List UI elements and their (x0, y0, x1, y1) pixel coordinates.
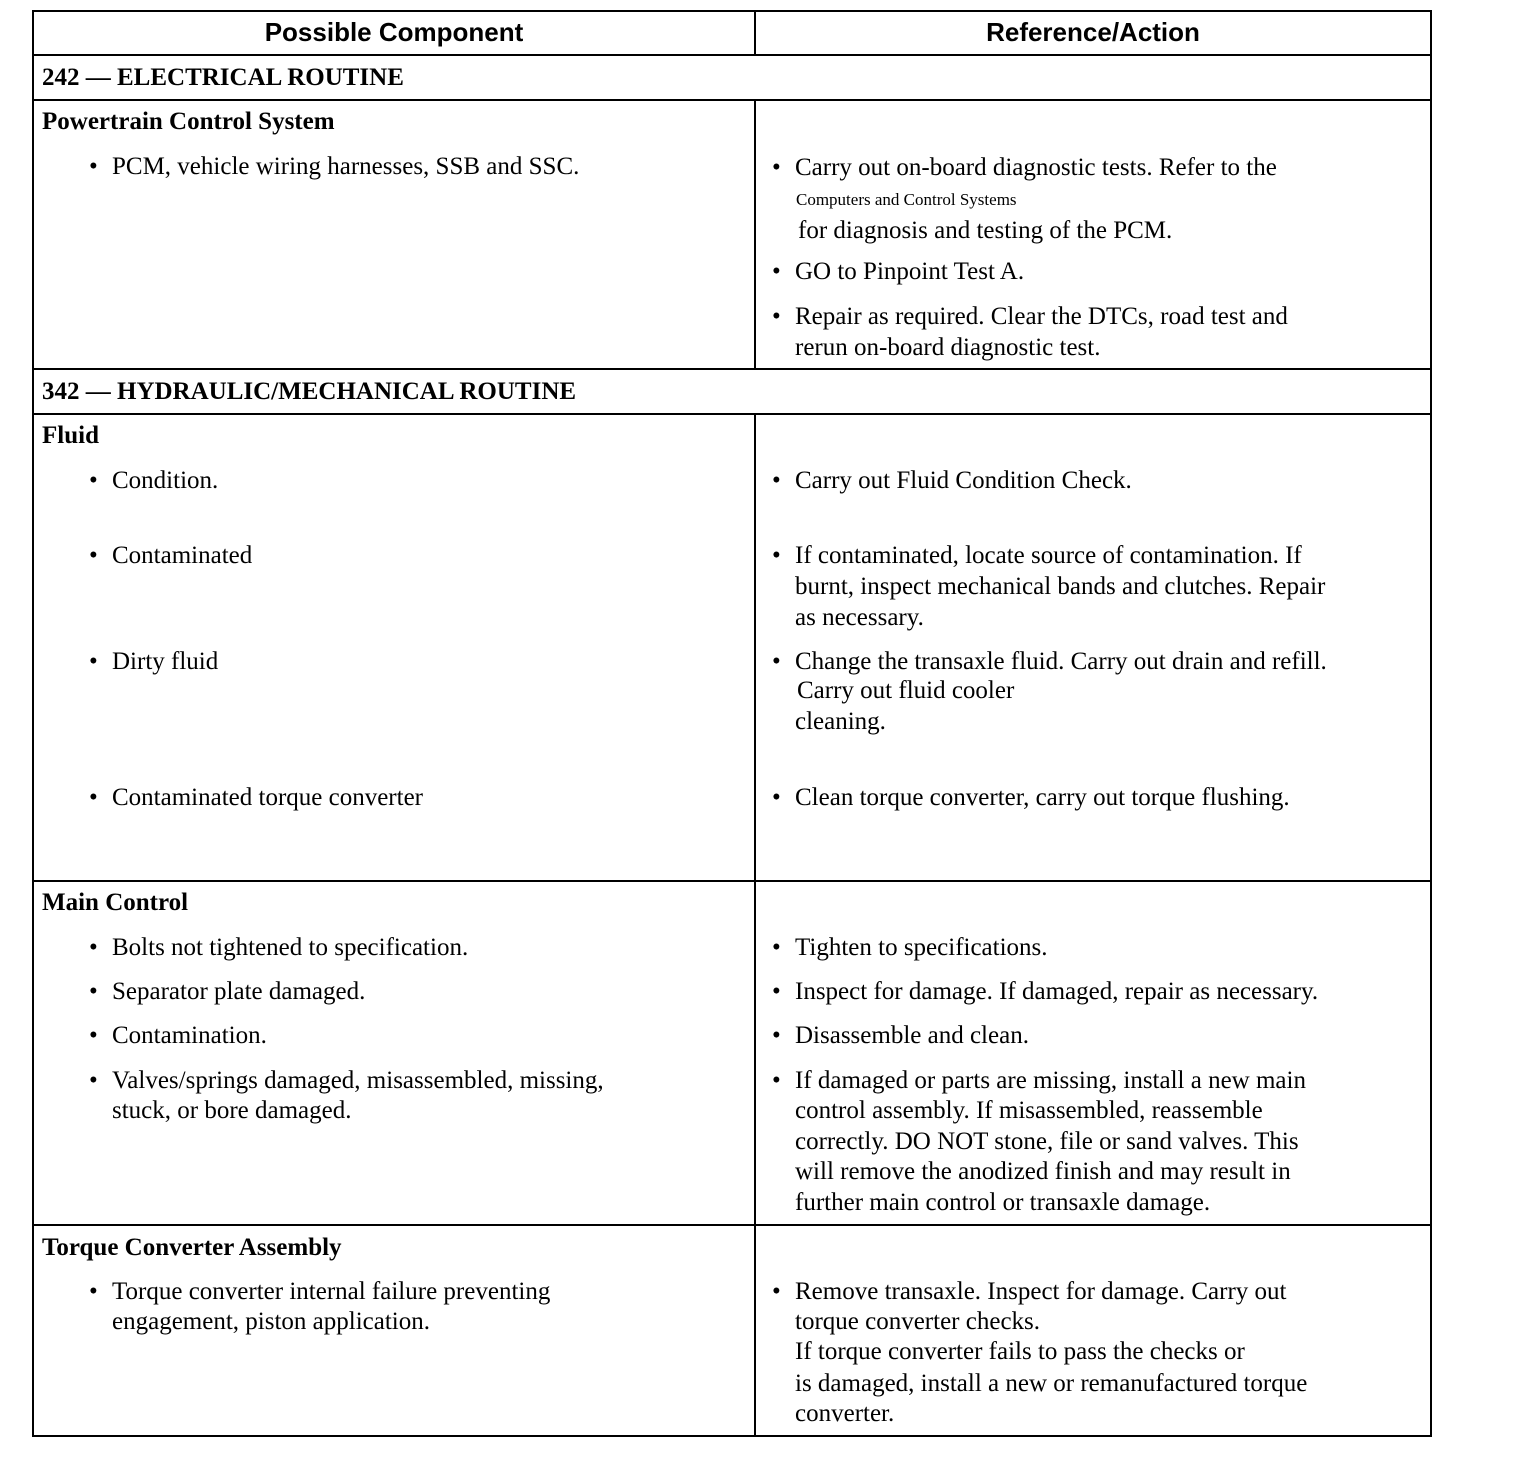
component-item: Torque converter internal failure preventing (112, 1278, 551, 1305)
bullet: • (772, 542, 781, 569)
bullet: • (89, 153, 98, 180)
action-line: Carry out on-board diagnostic tests. Refer to the (795, 154, 1277, 181)
action-line: as necessary. (795, 604, 924, 631)
action-line: burnt, inspect mechanical bands and clutches. Repair (795, 573, 1326, 600)
action-line: will remove the anodized finish and may result in (795, 1158, 1291, 1185)
action-line: further main control or transaxle damage. (795, 1189, 1211, 1216)
bullet: • (89, 467, 98, 494)
action-line: control assembly. If misassembled, reassemble (795, 1097, 1263, 1124)
row-divider (32, 880, 1432, 882)
action-line: torque converter checks. (795, 1308, 1041, 1335)
bullet: • (772, 467, 781, 494)
table-border-right (1430, 10, 1432, 1437)
bullet: • (772, 1278, 781, 1305)
row-divider (32, 99, 1432, 101)
group-title: Fluid (42, 422, 99, 449)
table-border-left (32, 10, 34, 1437)
bullet: • (772, 784, 781, 811)
component-item: stuck, or bore damaged. (112, 1097, 352, 1124)
action-line: Clean torque converter, carry out torque flushing. (795, 784, 1290, 811)
action-line: is damaged, install a new or remanufactured torque (795, 1370, 1308, 1397)
bullet: • (772, 303, 781, 330)
group-title: Torque Converter Assembly (42, 1234, 342, 1261)
action-line: rerun on-board diagnostic test. (795, 334, 1101, 361)
action-line: for diagnosis and testing of the PCM. (798, 217, 1173, 244)
row-divider (32, 1224, 1432, 1226)
action-line: Inspect for damage. If damaged, repair as necessary. (795, 978, 1319, 1005)
action-line: Tighten to specifications. (795, 934, 1048, 961)
action-line: GO to Pinpoint Test A. (795, 258, 1025, 285)
bullet: • (89, 784, 98, 811)
troubleshooting-table (32, 10, 1432, 1437)
component-item: Contamination. (112, 1022, 267, 1049)
action-line: If contaminated, locate source of contamination. If (795, 542, 1302, 569)
bullet: • (89, 1278, 98, 1305)
component-item: Separator plate damaged. (112, 978, 366, 1005)
action-line: Disassemble and clean. (795, 1022, 1029, 1049)
group-title: Powertrain Control System (42, 108, 335, 135)
bullet: • (89, 1067, 98, 1094)
component-item: PCM, vehicle wiring harnesses, SSB and SSC. (112, 153, 580, 180)
component-item: Contaminated torque converter (112, 784, 423, 811)
group-title: Main Control (42, 889, 189, 916)
manual-reference: Computers and Control Systems (796, 190, 1017, 209)
action-line: If torque converter fails to pass the checks or (795, 1338, 1245, 1365)
bullet: • (89, 542, 98, 569)
bullet: • (89, 934, 98, 961)
column-header-action: Reference/Action (986, 17, 1200, 47)
bullet: • (89, 1022, 98, 1049)
component-item: Bolts not tightened to specification. (112, 934, 469, 961)
action-line: Change the transaxle fluid. Carry out drain and refill. (795, 648, 1327, 675)
action-line: Carry out fluid cooler (797, 677, 1015, 704)
component-item: Valves/springs damaged, misassembled, missing, (112, 1067, 604, 1094)
bullet: • (772, 648, 781, 675)
column-divider (754, 413, 756, 1437)
component-item: Contaminated (112, 542, 253, 569)
column-divider (754, 99, 756, 370)
action-line: Remove transaxle. Inspect for damage. Carry out (795, 1278, 1287, 1305)
action-line: Carry out Fluid Condition Check. (795, 467, 1132, 494)
bullet: • (89, 648, 98, 675)
column-header-component: Possible Component (264, 17, 524, 47)
component-item: Dirty fluid (112, 648, 219, 675)
action-line: Repair as required. Clear the DTCs, road test and (795, 303, 1288, 330)
action-line: correctly. DO NOT stone, file or sand valves. This (795, 1128, 1299, 1155)
section-title: 342 — HYDRAULIC/MECHANICAL ROUTINE (42, 378, 577, 405)
component-item: Condition. (112, 467, 219, 494)
row-divider (32, 54, 1432, 56)
bullet: • (772, 1067, 781, 1094)
bullet: • (772, 978, 781, 1005)
action-line: If damaged or parts are missing, install a new main (795, 1067, 1306, 1094)
bullet: • (89, 978, 98, 1005)
table-border-bottom (32, 1435, 1432, 1437)
row-divider (32, 413, 1432, 415)
component-item: engagement, piston application. (112, 1308, 430, 1335)
bullet: • (772, 1022, 781, 1049)
section-title: 242 — ELECTRICAL ROUTINE (42, 64, 404, 91)
row-divider (32, 368, 1432, 370)
bullet: • (772, 258, 781, 285)
action-line: cleaning. (795, 708, 886, 735)
bullet: • (772, 934, 781, 961)
bullet: • (772, 154, 781, 181)
action-line: converter. (795, 1400, 895, 1427)
